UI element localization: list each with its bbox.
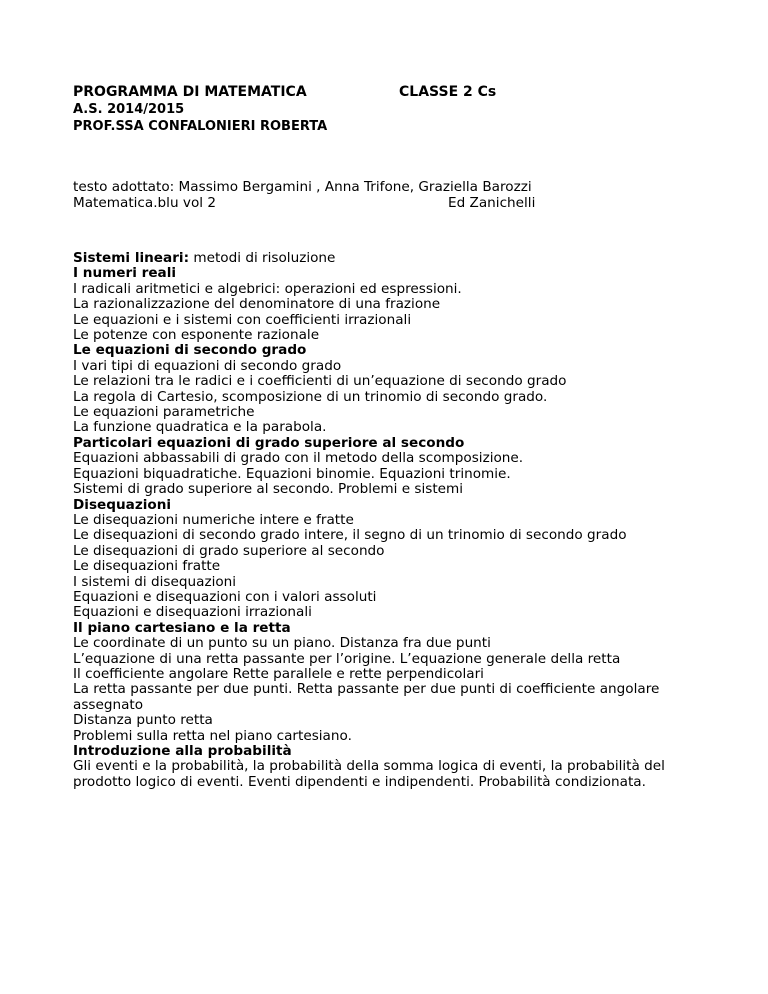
list-item: Equazioni e disequazioni con i valori assoluti <box>73 588 377 605</box>
list-item: Le equazioni parametriche <box>73 404 255 421</box>
list-item: I sistemi di disequazioni <box>73 573 237 590</box>
list-item: Distanza punto retta <box>73 712 213 729</box>
textbook-publisher: Ed Zanichelli <box>448 195 536 211</box>
section-heading: Il piano cartesiano e la retta <box>73 619 291 636</box>
section-heading: Introduzione alla probabilità <box>73 743 292 759</box>
list-item: Equazioni abbassabili di grado con il metodo della scomposizione. <box>73 450 524 467</box>
list-item: Le equazioni e i sistemi con coefficienti irrazionali <box>73 311 412 328</box>
section-heading: I numeri reali <box>73 265 177 282</box>
list-item: Le potenze con esponente razionale <box>73 327 320 344</box>
list-item: Sistemi di grado superiore al secondo. Problemi e sistemi <box>73 481 464 498</box>
list-item: I radicali aritmetici e algebrici: operazioni ed espressioni. <box>73 280 462 297</box>
list-item: Equazioni e disequazioni irrazionali <box>73 604 312 621</box>
list-item: Il coefficiente angolare Rette parallele e rette perpendicolari <box>73 665 484 682</box>
list-item: Gli eventi e la probabilità, la probabilità della somma logica di eventi, la probabilità del prodotto logico di eventi. Eventi dipendenti e indipendenti. Probabilità condizionata. <box>73 758 665 790</box>
list-item: La razionalizzazione del denominatore di una frazione <box>73 296 441 313</box>
list-item: Le disequazioni fratte <box>73 558 221 575</box>
textbook-info <box>73 179 713 211</box>
textbook-authors: testo adottato: Massimo Bergamini , Anna Trifone, Graziella Barozzi <box>73 179 532 195</box>
class-label: CLASSE 2 Cs <box>399 84 497 100</box>
section-heading: Disequazioni <box>73 496 172 513</box>
program-content <box>73 251 713 790</box>
list-item: Problemi sulla retta nel piano cartesiano. <box>73 727 352 744</box>
section-inline-text: metodi di risoluzione <box>189 250 336 266</box>
section-heading: Particolari equazioni di grado superiore al secondo <box>73 434 465 451</box>
list-item: Equazioni biquadratiche. Equazioni binomie. Equazioni trinomie. <box>73 465 511 482</box>
list-item: La retta passante per due punti. Retta passante per due punti di coefficiente angolare assegnato <box>73 681 660 713</box>
title-row <box>73 84 713 101</box>
section-heading: Sistemi lineari: <box>73 250 190 266</box>
teacher-name: PROF.SSA CONFALONIERI ROBERTA <box>73 119 328 134</box>
document-page <box>73 84 713 790</box>
list-item: Le relazioni tra le radici e i coefficienti di un’equazione di secondo grado <box>73 373 567 390</box>
list-item: L’equazione di una retta passante per l’origine. L’equazione generale della retta <box>73 650 621 667</box>
course-title: PROGRAMMA DI MATEMATICA <box>73 84 307 100</box>
school-year: A.S. 2014/2015 <box>73 102 185 117</box>
list-item: Le disequazioni di grado superiore al secondo <box>73 542 385 559</box>
list-item: I vari tipi di equazioni di secondo grado <box>73 357 342 374</box>
list-item: Le coordinate di un punto su un piano. Distanza fra due punti <box>73 635 491 652</box>
list-item: La regola di Cartesio, scomposizione di un trinomio di secondo grado. <box>73 388 548 405</box>
list-item: Le disequazioni di secondo grado intere, il segno di un trinomio di secondo grado <box>73 527 627 544</box>
list-item: La funzione quadratica e la parabola. <box>73 419 327 436</box>
list-item: Le disequazioni numeriche intere e fratte <box>73 511 354 528</box>
textbook-title: Matematica.blu vol 2 <box>73 195 217 211</box>
section-heading: Le equazioni di secondo grado <box>73 342 307 359</box>
section-sistemi-lineari <box>73 251 713 266</box>
